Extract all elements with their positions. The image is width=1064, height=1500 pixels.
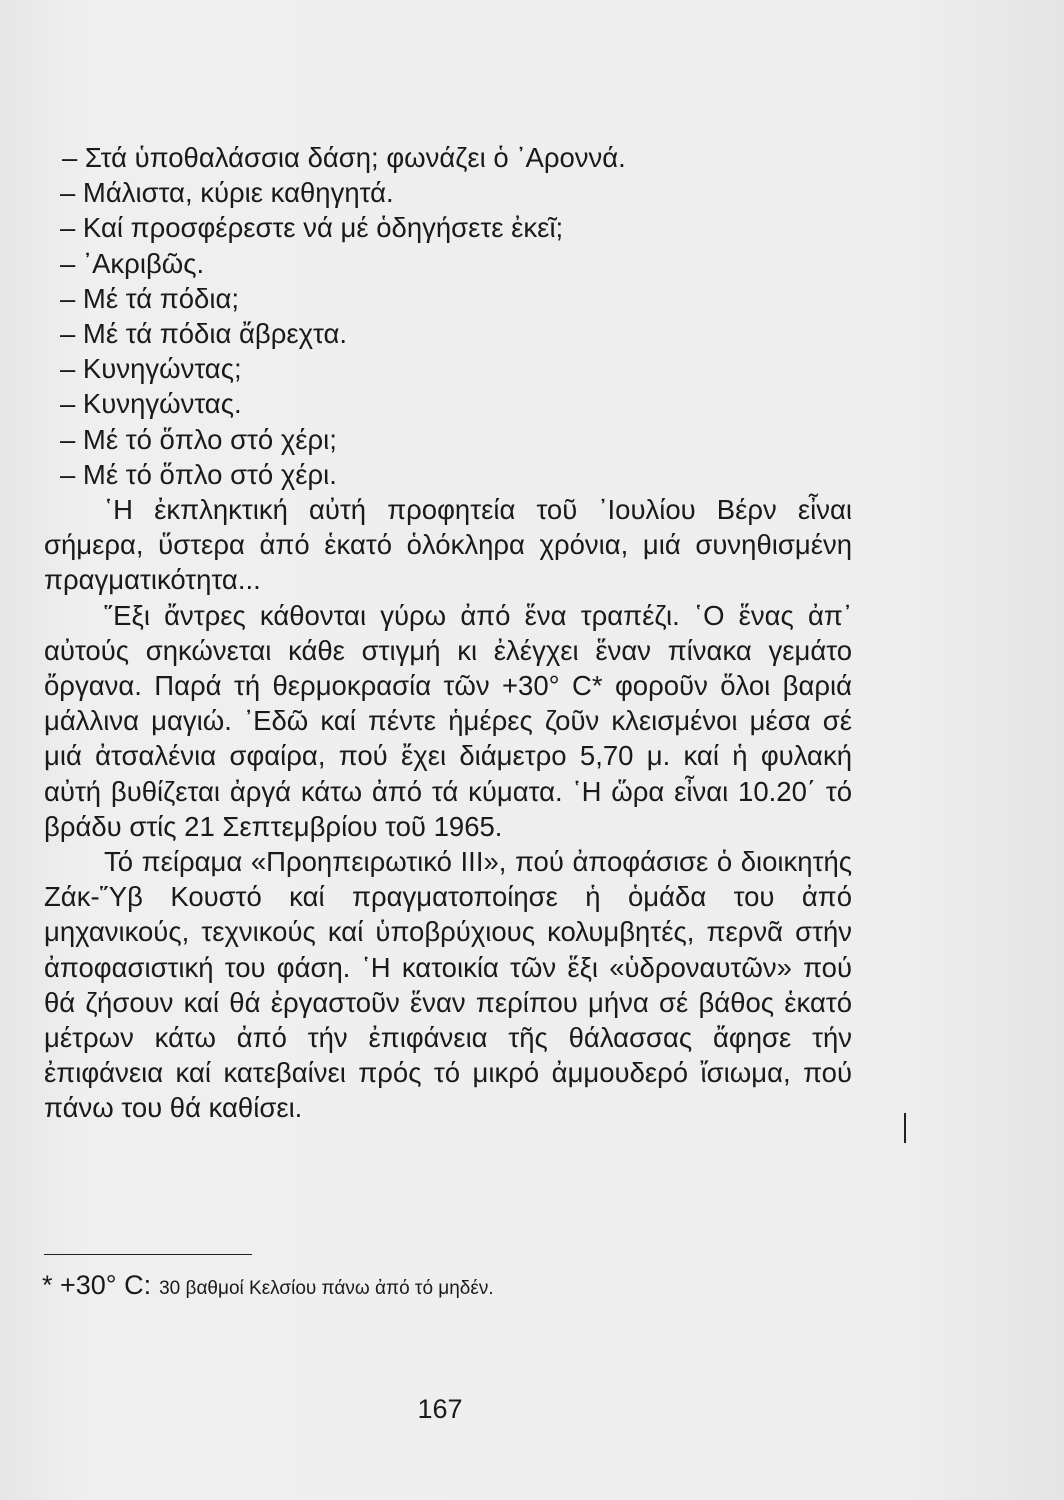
dialogue-line: – Μέ τά πόδια ἄβρεχτα. <box>60 318 348 350</box>
dialogue-line: – Κυνηγώντας. <box>60 388 242 420</box>
paragraph-experiment: Τό πείραμα «Προηπειρωτικό ΙΙΙ», πού ἀποφάσισε ὁ διοικητής Ζάκ-῞Υβ Κουστό καί πραγματοποίησε ἡ ὁμάδα του ἀπό μηχανικούς, τεχνικούς καί ὑποβρύχιους κολυμβητές, περνᾶ στήν ἀποφασιστική του φάση. ῾Η κατοικία τῶν ἕξι «ὑδροναυτῶν» πού θά ζήσουν καί θά ἐργαστοῦν ἕναν περίπου μήνα σέ βάθος ἑκατό μέτρων κάτω ἀπό τήν ἐπιφάνεια τῆς θάλασσας ἄφησε τήν ἐπιφάνεια καί κατεβαίνει πρός τό μικρό ἀμμουδερό ἴσιωμα, πού πάνω του θά καθίσει. <box>44 846 852 1124</box>
page-number: 167 <box>417 1394 463 1424</box>
margin-mark <box>904 1113 906 1143</box>
footnote <box>42 1270 494 1301</box>
footnote-text: 30 βαθμοί Κελσίου πάνω ἀπό τό μηδέν. <box>159 1278 494 1299</box>
dialogue-line: – Καί προσφέρεστε νά μέ ὁδηγήσετε ἐκεῖ; <box>60 212 564 244</box>
paragraph-prophecy: ῾Η ἐκπληκτική αὐτή προφητεία τοῦ ᾿Ιουλίου Βέρν εἶναι σήμερα, ὕστερα ἀπό ἑκατό ὁλόκληρα χρόνια, μιά συνηθισμένη πραγματικότητα... <box>44 494 852 596</box>
dialogue-line: – Μέ τό ὅπλο στό χέρι. <box>60 458 337 490</box>
footnote-separator <box>44 1254 252 1255</box>
dialogue-line: – Στά ὑποθαλάσσια δάση; φωνάζει ὁ ᾿Αροννά. <box>62 142 626 173</box>
footnote-marker: * +30° C: <box>42 1270 152 1300</box>
body-text <box>44 140 852 1126</box>
dialogue-line: – Κυνηγώντας; <box>60 353 242 385</box>
dialogue-line: – Μέ τό ὅπλο στό χέρι; <box>60 423 337 455</box>
dialogue-line: – Μάλιστα, κύριε καθηγητά. <box>60 177 394 209</box>
paragraph-six-men: ῞Εξι ἄντρες κάθονται γύρω ἀπό ἕνα τραπέζι. ῾Ο ἕνας ἀπ᾿ αὐτούς σηκώνεται κάθε στιγμή κι ἐλέγχει ἕναν πίνακα γεμάτο ὄργανα. Παρά τή θερμοκρασία τῶν +30° C* φοροῦν ὅλοι βαριά μάλλινα μαγιώ. ᾿Εδῶ καί πέντε ἡμέρες ζοῦν κλεισμένοι μέσα σέ μιά ἀτσαλένια σφαίρα, πού ἔχει διάμετρο 5,70 μ. καί ἡ φυλακή αὐτή βυθίζεται ἀργά κάτω ἀπό τά κύματα. ῾Η ὥρα εἶναι 10.20΄ τό βράδυ στίς 21 Σεπτεμβρίου τοῦ 1965. <box>44 599 852 842</box>
dialogue-line: – Μέ τά πόδια; <box>60 282 239 314</box>
dialogue-line: – ᾿Ακριβῶς. <box>60 247 205 279</box>
